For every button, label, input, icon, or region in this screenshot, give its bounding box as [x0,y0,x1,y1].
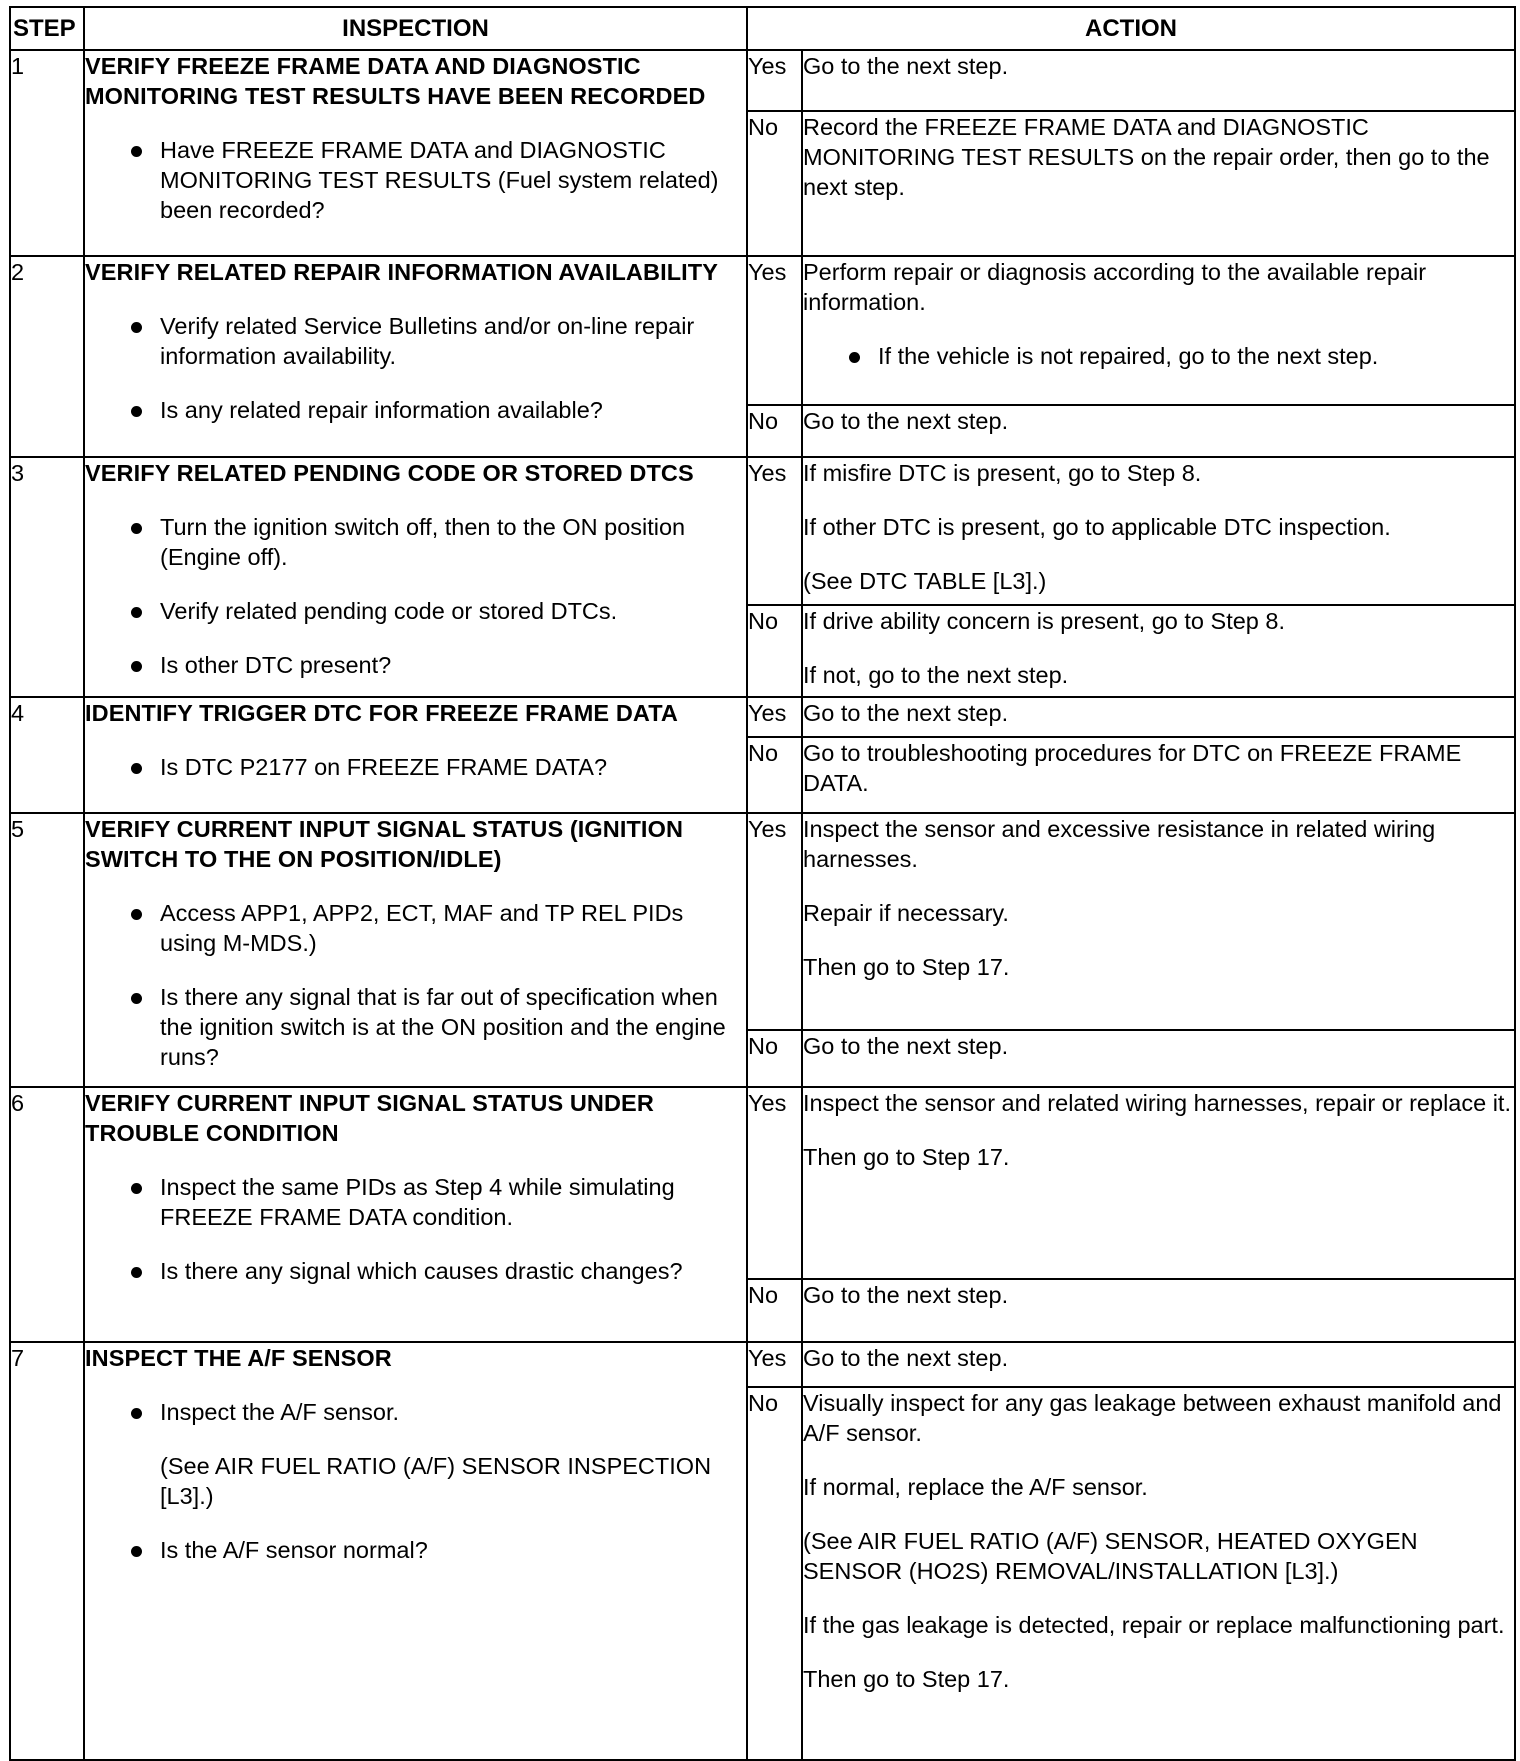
no-action [802,111,1515,255]
step-title: VERIFY CURRENT INPUT SIGNAL STATUS (IGNITION SWITCH TO THE ON POSITION/IDLE) [85,816,684,873]
table-row [10,50,1515,111]
step-number: 7 [10,1342,84,1760]
no-action [802,1279,1515,1342]
inspection-cell [84,697,747,813]
action-text: (See AIR FUEL RATIO (A/F) SENSOR, HEATED OXYGEN SENSOR (HO2S) REMOVAL/INSTALLATION [L3].) [803,1527,1418,1584]
table-row [10,813,1515,1030]
step-title: INSPECT THE A/F SENSOR [85,1345,392,1372]
action-text: Perform repair or diagnosis according to the available repair information. [803,258,1427,315]
action-text: Inspect the sensor and related wiring harnesses, repair or replace it. [803,1090,1511,1117]
step-title: VERIFY RELATED REPAIR INFORMATION AVAILABILITY [85,258,719,285]
action-text: Then go to Step 17. [803,1144,1010,1171]
inspection-bullet: Access APP1, APP2, ECT, MAF and TP REL PIDs using M-MDS.) [85,898,746,958]
action-text: Go to the next step. [803,700,1009,727]
yes-action [802,813,1515,1030]
inspection-bullet: Inspect the same PIDs as Step 4 while simulating FREEZE FRAME DATA condition. [85,1172,746,1232]
inspection-cell [84,256,747,457]
inspection-note: (See AIR FUEL RATIO (A/F) SENSOR INSPECTION [L3].) [160,1453,712,1510]
inspection-bullet: Is DTC P2177 on FREEZE FRAME DATA? [85,752,746,782]
table-row [10,697,1515,737]
yes-action [802,697,1515,737]
table-row [10,1342,1515,1386]
yes-label: Yes [747,697,802,737]
inspection-cell [84,457,747,697]
inspection-bullet: Verify related pending code or stored DTCs. [85,596,746,626]
step-title: VERIFY FREEZE FRAME DATA AND DIAGNOSTIC MONITORING TEST RESULTS HAVE BEEN RECORDED [85,53,706,109]
yes-action [802,457,1515,605]
yes-label: Yes [747,813,802,1030]
no-label: No [747,605,802,698]
inspection-bullet: Turn the ignition switch off, then to the ON position (Engine off). [85,512,746,572]
action-text: If the gas leakage is detected, repair or replace malfunctioning part. [803,1611,1505,1638]
inspection-cell [84,813,747,1087]
action-text: Visually inspect for any gas leakage between exhaust manifold and A/F sensor. [803,1389,1502,1446]
no-label: No [747,1387,802,1760]
no-action [802,737,1515,813]
no-action [802,1030,1515,1087]
header-inspection: INSPECTION [84,7,747,50]
yes-action [802,256,1515,406]
step-title: VERIFY CURRENT INPUT SIGNAL STATUS UNDER TROUBLE CONDITION [85,1090,654,1147]
action-text: Go to the next step. [803,1345,1009,1372]
yes-label: Yes [747,50,802,111]
inspection-bullet: Have FREEZE FRAME DATA and DIAGNOSTIC MONITORING TEST RESULTS (Fuel system related) been recorded? [85,135,746,225]
no-label: No [747,1279,802,1342]
inspection-bullet: Is other DTC present? [85,650,746,680]
action-text: If misfire DTC is present, go to Step 8. [803,459,1202,486]
inspection-bullet: Inspect the A/F sensor. [85,1397,746,1427]
no-action [802,605,1515,698]
action-text: Record the FREEZE FRAME DATA and DIAGNOSTIC MONITORING TEST RESULTS on the repair order, then go to the next step. [803,114,1490,201]
inspection-bullet: Is there any signal that is far out of specification when the ignition switch is at the ON position and the engine runs? [85,982,746,1072]
yes-action [802,50,1515,111]
action-text: Then go to Step 17. [803,1665,1010,1692]
yes-label: Yes [747,457,802,605]
no-label: No [747,405,802,457]
no-label: No [747,737,802,813]
no-label: No [747,111,802,255]
header-action: ACTION [747,7,1515,50]
action-text: If not, go to the next step. [803,661,1069,688]
action-text: (See DTC TABLE [L3].) [803,567,1047,594]
step-number: 6 [10,1087,84,1342]
step-number: 4 [10,697,84,813]
step-number: 1 [10,50,84,256]
action-bullet: If the vehicle is not repaired, go to the next step. [803,341,1514,371]
yes-label: Yes [747,256,802,406]
step-number: 3 [10,457,84,697]
inspection-cell [84,1087,747,1342]
step-title: VERIFY RELATED PENDING CODE OR STORED DTCS [85,459,694,486]
inspection-bullet: Is the A/F sensor normal? [85,1535,746,1565]
step-title: IDENTIFY TRIGGER DTC FOR FREEZE FRAME DATA [85,700,678,727]
action-text: Go to the next step. [803,1282,1009,1309]
action-text: Go to troubleshooting procedures for DTC on FREEZE FRAME DATA. [803,740,1462,797]
yes-action [802,1087,1515,1279]
table-row [10,1087,1515,1279]
action-text: Go to the next step. [803,53,1009,79]
inspection-bullet: Is there any signal which causes drastic changes? [85,1256,746,1286]
action-text: Go to the next step. [803,1032,1009,1059]
inspection-bullet: Verify related Service Bulletins and/or on-line repair information availability. [85,311,746,371]
yes-action [802,1342,1515,1386]
action-text: Go to the next step. [803,408,1009,435]
inspection-cell [84,50,747,256]
action-text: If drive ability concern is present, go to Step 8. [803,607,1286,634]
step-number: 5 [10,813,84,1087]
table-row [10,256,1515,406]
diagnostic-procedure-table [9,6,1516,1761]
action-text: If other DTC is present, go to applicable DTC inspection. [803,513,1391,540]
no-label: No [747,1030,802,1087]
no-action [802,405,1515,457]
no-action [802,1387,1515,1760]
table-row [10,457,1515,605]
yes-label: Yes [747,1342,802,1386]
action-text: Repair if necessary. [803,900,1009,927]
action-text: Inspect the sensor and excessive resistance in related wiring harnesses. [803,816,1436,873]
action-text: Then go to Step 17. [803,954,1010,981]
header-step: STEP [10,7,84,50]
step-number: 2 [10,256,84,457]
inspection-cell [84,1342,747,1760]
yes-label: Yes [747,1087,802,1279]
header-row [10,7,1515,50]
action-text: If normal, replace the A/F sensor. [803,1473,1148,1500]
inspection-bullet: Is any related repair information available? [85,395,746,425]
